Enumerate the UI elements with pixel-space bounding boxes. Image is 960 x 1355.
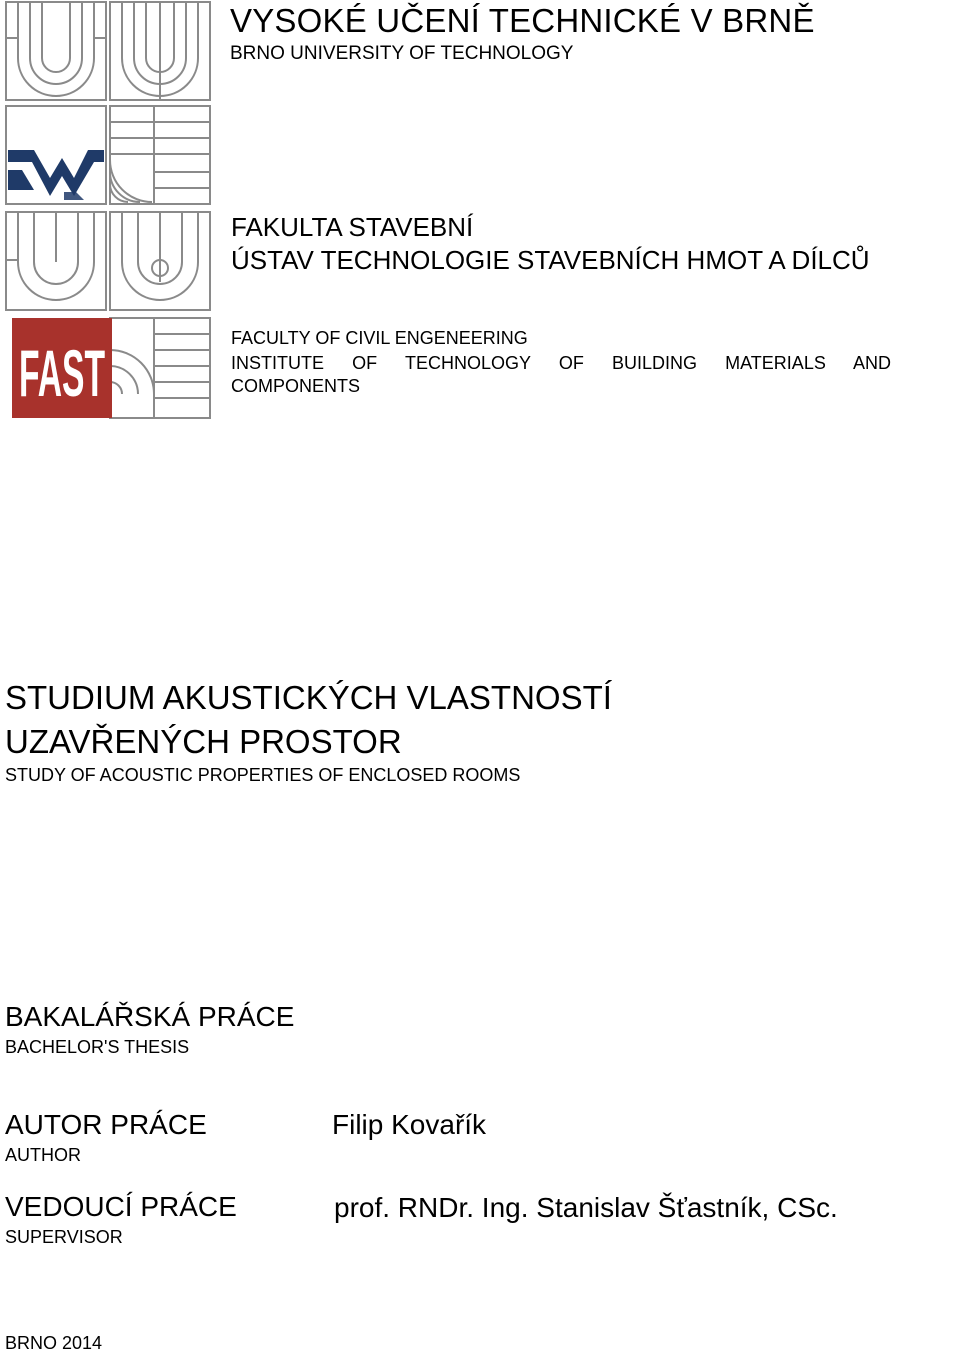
institute-name-en-line2: COMPONENTS [231, 376, 361, 396]
thesis-title-en: STUDY OF ACOUSTIC PROPERTIES OF ENCLOSED ROOMS [5, 765, 521, 785]
faculty-name-en: FACULTY OF CIVIL ENGENEERING [231, 328, 528, 348]
author-label-cz: AUTOR PRÁCE [5, 1109, 207, 1140]
fast-logo-text: FAST [19, 336, 105, 410]
thesis-type-en: BACHELOR'S THESIS [5, 1037, 190, 1057]
logo-tile-u-1 [6, 2, 106, 96]
institute-name-cz: ÚSTAV TECHNOLOGIE STAVEBNÍCH HMOT A DÍLCŮ [231, 245, 870, 275]
wave-logo-mark [8, 150, 104, 200]
logo-tile-u-3 [6, 212, 94, 300]
faculty-name-cz: FAKULTA STAVEBNÍ [231, 212, 474, 242]
supervisor-name: prof. RNDr. Ing. Stanislav Šťastník, CSc. [334, 1192, 838, 1223]
logo-tile-u-4 [122, 212, 198, 300]
author-label-en: AUTHOR [5, 1145, 81, 1165]
university-name-cz: VYSOKÉ UČENÍ TECHNICKÉ V BRNĚ [230, 2, 815, 39]
logo-tile-lines [110, 106, 210, 204]
university-name-en: BRNO UNIVERSITY OF TECHNOLOGY [230, 43, 574, 64]
supervisor-label-cz: VEDOUCÍ PRÁCE [5, 1191, 237, 1222]
thesis-type-cz: BAKALÁŘSKÁ PRÁCE [5, 1001, 295, 1032]
logo-tile-u-2 [122, 2, 198, 100]
thesis-title-cz: STUDIUM AKUSTICKÝCH VLASTNOSTÍ UZAVŘENÝCH PROSTOR [5, 679, 612, 760]
institute-name-en-line1: INSTITUTE OF TECHNOLOGY OF BUILDING MATERIALS AND [231, 353, 891, 373]
logo-tile-lines-2 [110, 318, 210, 418]
author-name: Filip Kovařík [332, 1109, 487, 1140]
supervisor-label-en: SUPERVISOR [5, 1227, 123, 1247]
university-logo [4, 0, 214, 422]
place-year: BRNO 2014 [5, 1333, 103, 1353]
